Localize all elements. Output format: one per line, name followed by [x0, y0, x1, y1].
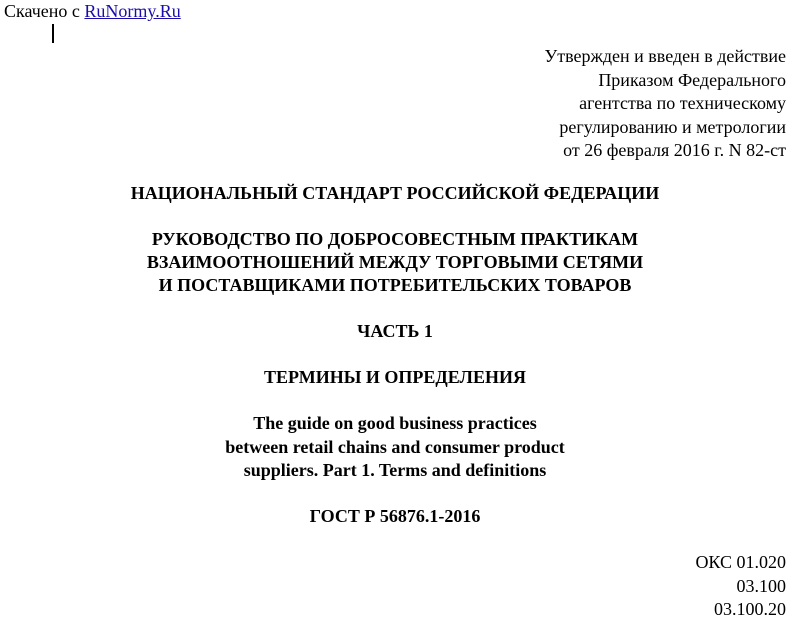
- oks-line: ОКС 01.020: [695, 552, 786, 572]
- approval-line: Утвержден и введен в действие: [544, 46, 786, 66]
- approval-line: от 26 февраля 2016 г. N 82-ст: [563, 140, 786, 160]
- english-title: [0, 412, 790, 483]
- english-title-line: suppliers. Part 1. Terms and definitions: [243, 460, 547, 480]
- part-heading: [0, 320, 790, 342]
- approval-line: агентства по техническому: [579, 93, 786, 113]
- text-cursor: [52, 24, 54, 43]
- source-link[interactable]: RuNormy.Ru: [84, 1, 181, 21]
- section-heading-text: ТЕРМИНЫ И ОПРЕДЕЛЕНИЯ: [264, 367, 526, 387]
- english-title-line: The guide on good business practices: [253, 413, 537, 433]
- approval-line: Приказом Федерального: [598, 69, 786, 90]
- section-heading: [0, 366, 790, 388]
- standard-title-line: И ПОСТАВЩИКАМИ ПОТРЕБИТЕЛЬСКИХ ТОВАРОВ: [158, 275, 632, 295]
- national-standard-heading-text: НАЦИОНАЛЬНЫЙ СТАНДАРТ РОССИЙСКОЙ ФЕДЕРАЦИИ: [130, 183, 660, 203]
- part-heading-text: ЧАСТЬ 1: [357, 321, 433, 341]
- standard-title-line: ВЗАИМООТНОШЕНИЙ МЕЖДУ ТОРГОВЫМИ СЕТЯМИ: [146, 252, 644, 272]
- source-line: [4, 0, 181, 22]
- standard-title-line: РУКОВОДСТВО ПО ДОБРОСОВЕСТНЫМ ПРАКТИКАМ: [151, 229, 639, 249]
- national-standard-heading: [0, 182, 790, 204]
- oks-line: 03.100: [736, 575, 786, 596]
- gost-designation-text: ГОСТ Р 56876.1-2016: [309, 506, 481, 526]
- approval-line: регулированию и метрологии: [559, 116, 786, 137]
- standard-title: [0, 228, 790, 297]
- oks-codes: [695, 551, 786, 622]
- english-title-line: between retail chains and consumer product: [225, 436, 565, 457]
- gost-designation: [0, 505, 790, 527]
- approval-block: [544, 45, 786, 163]
- oks-line: 03.100.20: [714, 599, 786, 619]
- source-prefix: Скачено с: [4, 1, 85, 21]
